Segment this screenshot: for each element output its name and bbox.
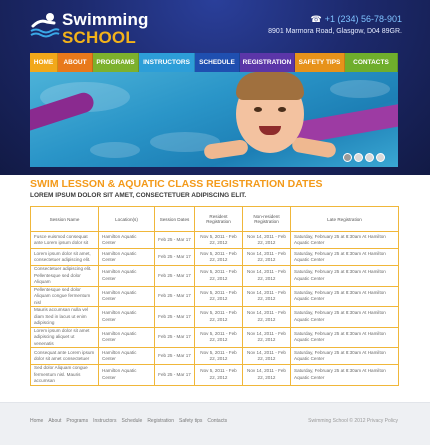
table-cell: Saturday, February 25 at 8:30am At Hamilton Aquatic Center	[291, 307, 399, 328]
table-row	[31, 232, 399, 249]
table-cell: Lorem ipsum dolor sit amet, consectetuer adipiscing elit.	[31, 249, 99, 266]
table-cell: Mauris accumsan nulla vel diam Sed in lacus ut enim adipiscing	[31, 307, 99, 328]
table-cell: Nov 5, 2011 - Feb 22, 2012	[195, 365, 243, 386]
table-cell: Fusce euismod consequat ante Lorem ipsum dolor sit	[31, 232, 99, 249]
nav-item-about[interactable]: ABOUT	[58, 53, 93, 72]
table-cell: Nov 5, 2011 - Feb 22, 2012	[195, 327, 243, 348]
table-cell: Saturday, February 25 at 8:30am At Hamilton Aquatic Center	[291, 348, 399, 365]
slider-pagination	[343, 153, 385, 162]
footer-link-contacts[interactable]: Contacts	[207, 418, 228, 424]
table-cell: Nov 14, 2011 - Feb 22, 2012	[243, 327, 291, 348]
slider-dot[interactable]	[365, 153, 374, 162]
logo[interactable]	[30, 8, 155, 48]
table-cell: Nov 5, 2011 - Feb 22, 2012	[195, 266, 243, 287]
contact-info	[268, 14, 402, 35]
logo-text-school: SCHOOL	[62, 28, 136, 47]
table-cell: Nov 14, 2011 - Feb 22, 2012	[243, 348, 291, 365]
table-cell: Hamilton Aquatic Center	[99, 249, 155, 266]
footer-link-schedule[interactable]: Schedule	[121, 418, 143, 424]
table-cell: Feb 25 - Mar 17	[155, 307, 195, 328]
table-cell: Feb 25 - Mar 17	[155, 365, 195, 386]
table-row	[31, 249, 399, 266]
table-cell: Saturday, February 25 at 8:30am At Hamilton Aquatic Center	[291, 249, 399, 266]
footer-link-registration[interactable]: Registration	[147, 418, 174, 424]
table-row	[31, 307, 399, 328]
nav-item-home[interactable]: HOME	[30, 53, 58, 72]
table-cell: Feb 25 - Mar 17	[155, 232, 195, 249]
phone-text: +1 (234) 56-78-901	[324, 14, 402, 24]
main-navigation	[30, 53, 398, 72]
table-cell: Nov 5, 2011 - Feb 22, 2012	[195, 232, 243, 249]
footer-link-programs[interactable]: Programs	[66, 418, 89, 424]
nav-item-safety-tips[interactable]: SAFETY TIPS	[295, 53, 345, 72]
table-cell: Feb 25 - Mar 17	[155, 249, 195, 266]
logo-text-swimming: Swimming	[62, 10, 149, 29]
table-cell: Saturday, February 25 at 8:30am At Hamilton Aquatic Center	[291, 266, 399, 287]
table-cell: Hamilton Aquatic Center	[99, 307, 155, 328]
slider-dot[interactable]	[354, 153, 363, 162]
table-cell: Hamilton Aquatic Center	[99, 266, 155, 287]
table-body	[31, 232, 399, 386]
footer-link-instructors[interactable]: Instructors	[93, 418, 117, 424]
table-cell: Feb 25 - Mar 17	[155, 348, 195, 365]
footer-link-home[interactable]: Home	[30, 418, 44, 424]
footer-link-safety-tips[interactable]: Safety tips	[179, 418, 203, 424]
site-header	[0, 0, 430, 175]
column-header: Session Dates	[155, 207, 195, 232]
table-cell: Nov 14, 2011 - Feb 22, 2012	[243, 286, 291, 307]
table-cell: Nov 5, 2011 - Feb 22, 2012	[195, 307, 243, 328]
table-row	[31, 365, 399, 386]
phone-number	[268, 14, 402, 25]
table-cell: Feb 25 - Mar 17	[155, 266, 195, 287]
nav-item-contacts[interactable]: CONTACTS	[345, 53, 398, 72]
table-cell: Nov 5, 2011 - Feb 22, 2012	[195, 348, 243, 365]
table-cell: Nov 14, 2011 - Feb 22, 2012	[243, 249, 291, 266]
page-subtitle: LOREM IPSUM DOLOR SIT AMET, CONSECTETUER ADIPISCING ELIT.	[30, 192, 247, 199]
table-row	[31, 348, 399, 365]
table-cell: Hamilton Aquatic Center	[99, 286, 155, 307]
table-cell: Feb 25 - Mar 17	[155, 327, 195, 348]
table-row	[31, 266, 399, 287]
table-row	[31, 327, 399, 348]
table-cell: Hamilton Aquatic Center	[99, 327, 155, 348]
page-title: SWIM LESSON & AQUATIC CLASS REGISTRATION DATES	[30, 178, 323, 190]
table-cell: Hamilton Aquatic Center	[99, 232, 155, 249]
table-cell: Saturday, February 25 at 8:30am At Hamilton Aquatic Center	[291, 365, 399, 386]
nav-item-registration[interactable]: REGISTRATION	[240, 53, 295, 72]
table-cell: Consectetuer adipiscing elit. Pellentesque sed dolor Aliquam	[31, 266, 99, 287]
address-text: 8901 Marmora Road, Glasgow, D04 89GR.	[268, 28, 402, 35]
table-cell: Pellentesque sed dolor Aliquam congue fermentum nisl	[31, 286, 99, 307]
column-header: Late Registration	[291, 207, 399, 232]
privacy-policy-link[interactable]: Privacy Policy	[366, 418, 398, 424]
column-header: Non-resident Registration	[243, 207, 291, 232]
table-cell: Feb 25 - Mar 17	[155, 286, 195, 307]
column-header: Resident Registration	[195, 207, 243, 232]
table-cell: Saturday, February 25 at 8:30am At Hamilton Aquatic Center	[291, 286, 399, 307]
phone-icon: ☎	[310, 14, 322, 24]
table-cell: Nov 14, 2011 - Feb 22, 2012	[243, 307, 291, 328]
table-cell: Saturday, February 25 at 8:30am At Hamilton Aquatic Center	[291, 327, 399, 348]
table-row	[31, 286, 399, 307]
nav-item-programs[interactable]: PROGRAMS	[93, 53, 139, 72]
copyright-text: Swimming School © 2012	[308, 418, 366, 424]
table-cell: Sed dolor Aliquam congue fermentum nisl. Mauris accumsan	[31, 365, 99, 386]
slider-dot[interactable]	[376, 153, 385, 162]
table-cell: Saturday, February 25 at 8:30am At Hamilton Aquatic Center	[291, 232, 399, 249]
table-cell: Nov 14, 2011 - Feb 22, 2012	[243, 365, 291, 386]
nav-item-schedule[interactable]: SCHEDULE	[195, 53, 240, 72]
table-cell: Lorem ipsum dolor sit amet adipiscing aliquet ut venenatis	[31, 327, 99, 348]
table-cell: Hamilton Aquatic Center	[99, 348, 155, 365]
table-cell: Consequat ante Lorem ipsum dolor sit amet consectetuer	[31, 348, 99, 365]
nav-item-instructors[interactable]: INSTRUCTORS	[139, 53, 195, 72]
swimmer-logo-icon	[30, 10, 60, 38]
column-header: Session Name	[31, 207, 99, 232]
table-cell: Nov 14, 2011 - Feb 22, 2012	[243, 266, 291, 287]
slider-dot[interactable]	[343, 153, 352, 162]
footer-navigation	[30, 418, 232, 424]
table-cell: Nov 5, 2011 - Feb 22, 2012	[195, 286, 243, 307]
table-header-row	[31, 207, 399, 232]
table-cell: Nov 5, 2011 - Feb 22, 2012	[195, 249, 243, 266]
table-cell: Nov 14, 2011 - Feb 22, 2012	[243, 232, 291, 249]
registration-table	[30, 206, 399, 386]
table-cell: Hamilton Aquatic Center	[99, 365, 155, 386]
footer-copyright	[308, 418, 398, 424]
footer-link-about[interactable]: About	[48, 418, 62, 424]
column-header: Location(s)	[99, 207, 155, 232]
